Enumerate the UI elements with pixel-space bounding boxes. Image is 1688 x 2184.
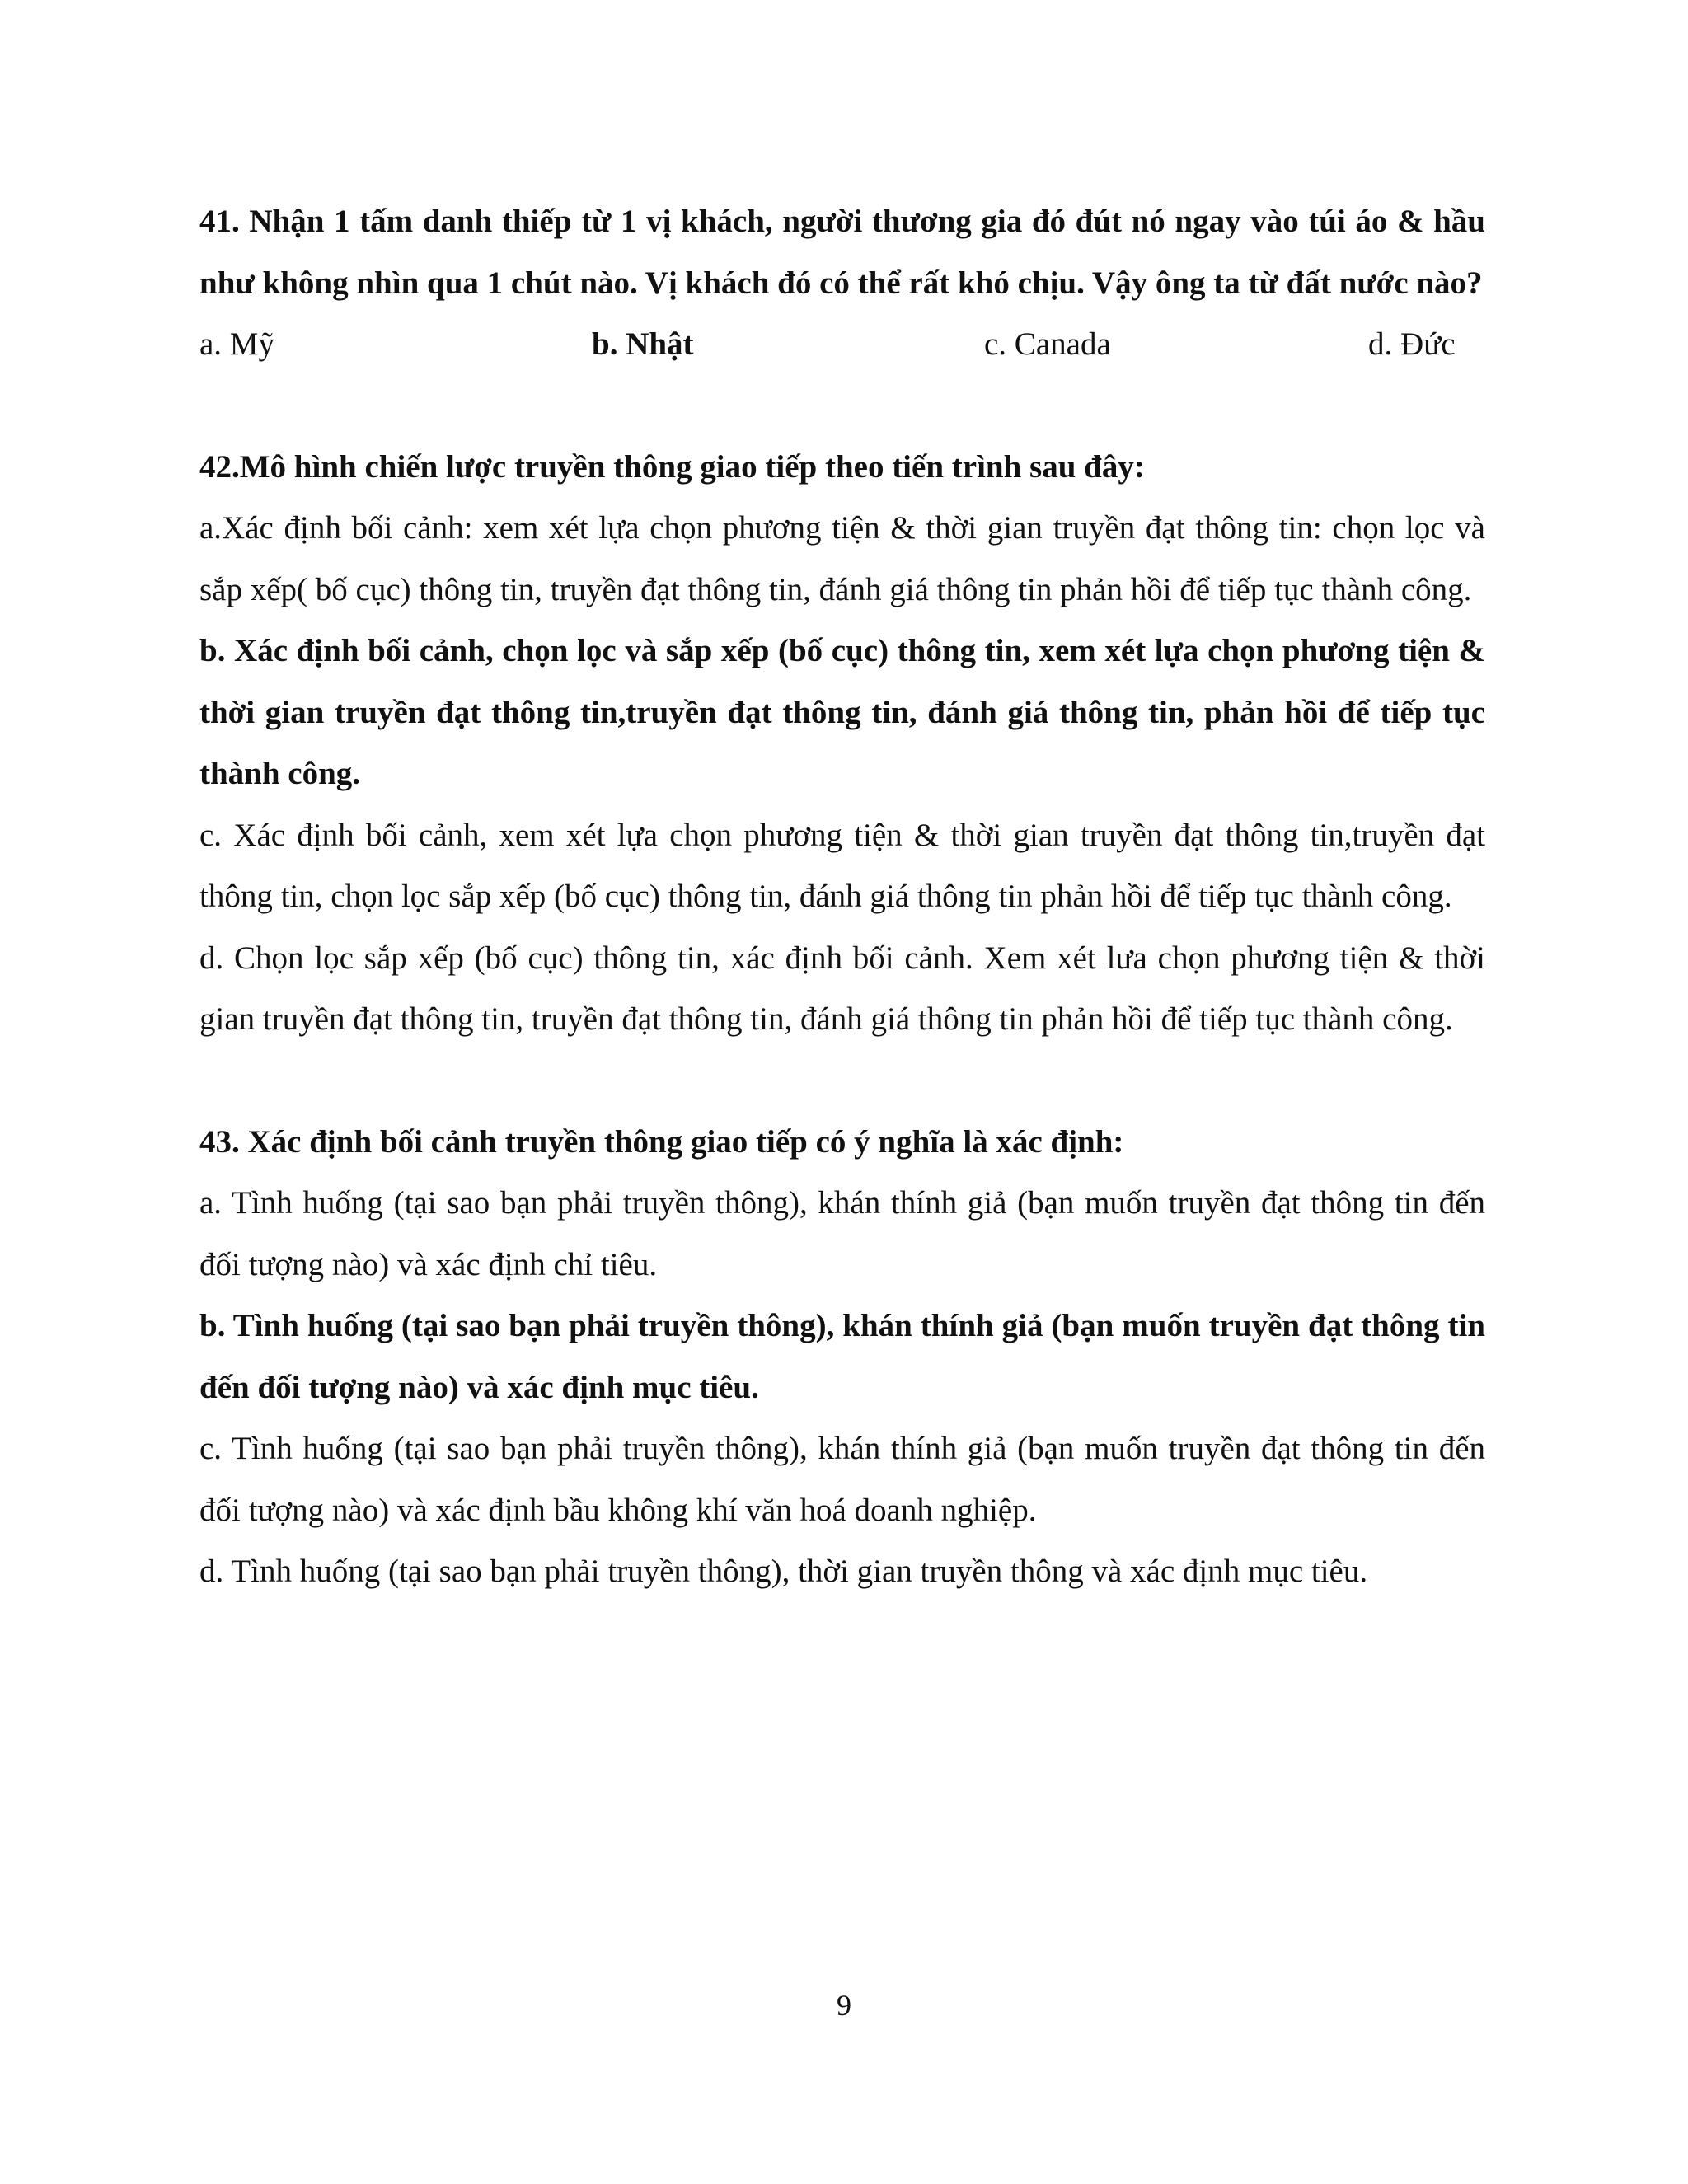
question-42-title: 42.Mô hình chiến lược truyền thông giao tiếp theo tiến trình sau đây: — [199, 448, 1145, 485]
question-43-title: 43. Xác định bối cảnh truyền thông giao tiếp có ý nghĩa là xác định: — [199, 1123, 1124, 1160]
option-41-d: d. Đức — [1368, 326, 1456, 362]
option-41-b-correct: b. Nhật — [592, 326, 694, 362]
option-43-d: d. Tình huống (tại sao bạn phải truyền thông), thời gian truyền thông và xác định mục tiêu. — [199, 1554, 1368, 1589]
question-list — [199, 191, 1485, 1603]
page-number: 9 — [837, 1989, 851, 2022]
question-41-options — [199, 314, 1485, 376]
option-41-a: a. Mỹ — [199, 326, 274, 362]
option-42-d: d. Chọn lọc sắp xếp (bố cục) thông tin, xác định bối cảnh. Xem xét lưa chọn phương tiện & thời gian truyền đạt thông tin, truyền đạt thông tin, đánh giá thông tin phản hồi để tiếp tục thành công. — [199, 940, 1485, 1037]
option-42-a: a.Xác định bối cảnh: xem xét lựa chọn phương tiện & thời gian truyền đạt thông tin: chọn lọc và sắp xếp( bố cục) thông tin, truyền đạt thông tin, đánh giá thông tin phản hồi để tiếp tục thành công. — [199, 510, 1485, 607]
option-42-c: c. Xác định bối cảnh, xem xét lựa chọn phương tiện & thời gian truyền đạt thông tin,truyền đạt thông tin, chọn lọc sắp xếp (bố cục) thông tin, đánh giá thông tin phản hồi để tiếp tục thành công. — [199, 817, 1485, 914]
option-43-b-correct: b. Tình huống (tại sao bạn phải truyền thông), khán thính giả (bạn muốn truyền đạt thông tin đến đối tượng nào) và xác định mục tiêu. — [199, 1308, 1485, 1405]
option-41-c: c. Canada — [984, 326, 1111, 362]
option-43-a: a. Tình huống (tại sao bạn phải truyền thông), khán thính giả (bạn muốn truyền đạt thông tin đến đối tượng nào) và xác định chỉ tiêu. — [199, 1185, 1485, 1282]
question-41-title: 41. Nhận 1 tấm danh thiếp từ 1 vị khách, người thương gia đó đút nó ngay vào túi áo & hầu như không nhìn qua 1 chút nào. Vị khách đó có thể rất khó chịu. Vậy ông ta từ đất nước nào? — [199, 204, 1485, 301]
option-43-c: c. Tình huống (tại sao bạn phải truyền thông), khán thính giả (bạn muốn truyền đạt thông tin đến đối tượng nào) và xác định bầu không khí văn hoá doanh nghiệp. — [199, 1431, 1485, 1528]
option-42-b-correct: b. Xác định bối cảnh, chọn lọc và sắp xếp (bố cục) thông tin, xem xét lựa chọn phương tiện & thời gian truyền đạt thông tin,truyền đạt thông tin, đánh giá thông tin, phản hồi để tiếp tục thành công. — [199, 633, 1485, 791]
